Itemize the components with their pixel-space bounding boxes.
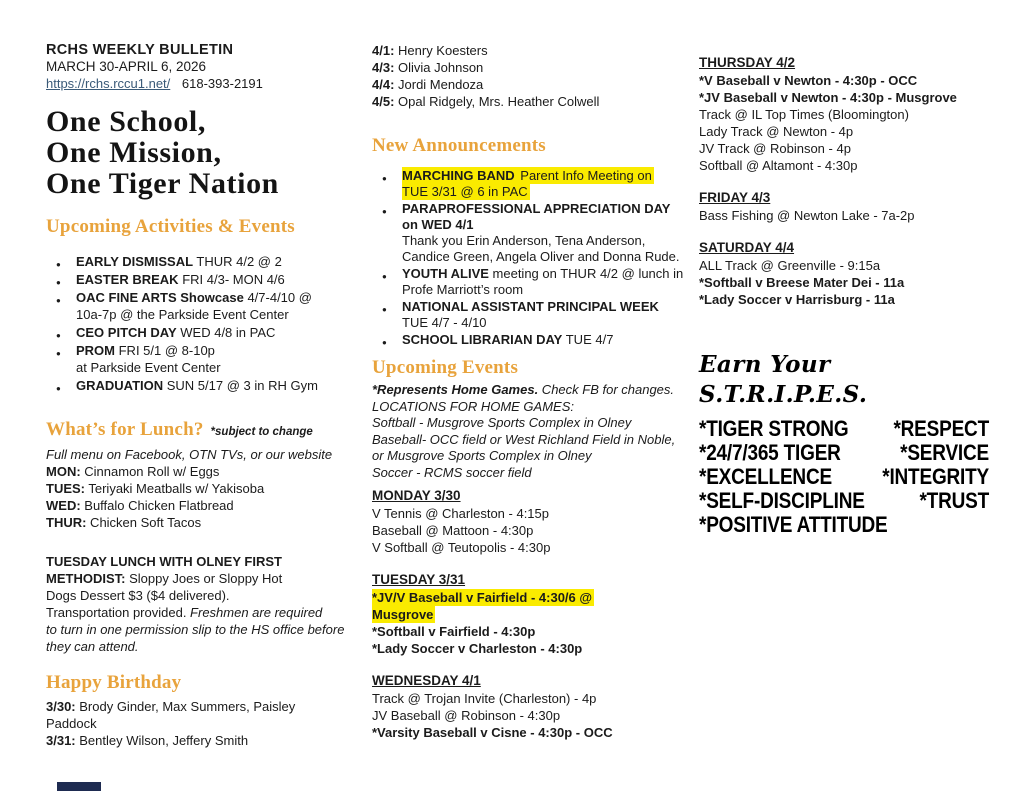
school-website-link[interactable]: https://rchs.rccu1.net/ [46, 76, 171, 91]
schedule-line: *V Baseball v Newton - 4:30p - OCC [699, 73, 918, 88]
schedule-line: *JV/V Baseball v Fairfield - 4:30/6 @ Musgrove [372, 590, 593, 622]
lunch-menu-line: Full menu on Facebook, OTN TVs, or our website [46, 447, 333, 462]
schedule-line: *Varsity Baseball v Cisne - 4:30p - OCC [372, 725, 613, 740]
birthday-line: 3/30: Brody Ginder, Max Summers, Paisley Paddock [46, 699, 296, 731]
home-game-notes [372, 382, 686, 481]
schedule-line: Baseball @ Mattoon - 4:30p [372, 523, 534, 538]
bulletin-title: RCHS WEEKLY BULLETIN [46, 42, 234, 58]
middle-column [372, 42, 686, 741]
stripes-value: *TIGER STRONG [699, 417, 849, 442]
schedule-thursday [699, 54, 999, 174]
schedule-wednesday [372, 672, 686, 741]
home-game-note-line: LOCATIONS FOR HOME GAMES: [372, 398, 575, 414]
schedule-tuesday-lines [372, 589, 686, 657]
schedule-line: *Softball v Fairfield - 4:30p [372, 624, 536, 639]
birthday-list-col1 [46, 698, 354, 749]
hero-motto [46, 106, 354, 199]
schedule-friday [699, 189, 999, 224]
home-game-note-line: Baseball- OCC field or West Richland Field in Noble, [372, 431, 676, 447]
schedule-day-heading: MONDAY 3/30 [372, 488, 461, 503]
new-announcements-heading: New Announcements [372, 135, 546, 156]
home-game-note-line: or Musgrove Sports Complex in Olney [372, 448, 592, 463]
section-lunch [46, 418, 354, 531]
birthday-line: 3/31: Bentley Wilson, Jeffery Smith [46, 733, 249, 748]
tuesday-lunch-paragraph: TUESDAY LUNCH WITH OLNEY FIRST METHODIST: Sloppy Joes or Sloppy Hot Dogs Dessert $3 ($4 delivered). Transportation provided. Freshmen are required to turn in one permission slip to the HS office before they can attend. [46, 554, 345, 654]
activity-item: ● EARLY DISMISSAL THUR 4/2 @ 2 [46, 253, 354, 270]
activities-list [46, 253, 354, 394]
activity-item: ● PROM FRI 5/1 @ 8-10p at Parkside Event Center [46, 342, 354, 376]
schedule-day-heading: FRIDAY 4/3 [699, 190, 771, 205]
section-happy-birthday [46, 671, 354, 749]
schedule-line: V Tennis @ Charleston - 4:15p [372, 506, 549, 521]
home-game-note-line: Softball - Musgrove Sports Complex in Olney [372, 415, 632, 430]
schedule-saturday-lines [699, 257, 999, 308]
birthday-line: 4/4: Jordi Mendoza [372, 77, 484, 92]
stripes-heading: Earn Your S.T.R.I.P.E.S. [699, 351, 868, 408]
hero-line-1: One School, [46, 105, 206, 138]
stripes-values [699, 418, 989, 538]
stripes-value: *EXCELLENCE [699, 465, 832, 490]
announcement-item: ● MARCHING BAND Parent Info Meeting on TUE 3/31 @ 6 in PAC [372, 168, 686, 200]
page-corner-bar [57, 782, 101, 791]
activity-item: ● CEO PITCH DAY WED 4/8 in PAC [46, 324, 354, 341]
phone-number: 618-393-2191 [181, 76, 263, 91]
announcement-item: ● NATIONAL ASSISTANT PRINCIPAL WEEK TUE 4/7 - 4/10 [372, 299, 686, 331]
schedule-line: Track @ IL Top Times (Bloomington) [699, 107, 909, 122]
schedule-day-heading: WEDNESDAY 4/1 [372, 673, 481, 688]
schedule-line: Track @ Trojan Invite (Charleston) - 4p [372, 691, 597, 706]
announcement-item: ● YOUTH ALIVE meeting on THUR 4/2 @ lunch in Profe Marriott’s room [372, 266, 686, 298]
bulletin-contact [46, 76, 354, 92]
section-tuesday-lunch [46, 553, 354, 655]
section-upcoming-activities [46, 215, 354, 394]
schedule-day-heading: SATURDAY 4/4 [699, 240, 795, 255]
schedule-monday [372, 487, 686, 556]
schedule-line: ALL Track @ Greenville - 9:15a [699, 258, 881, 273]
bulletin-date-range: MARCH 30-APRIL 6, 2026 [46, 59, 207, 74]
schedule-line: *JV Baseball v Newton - 4:30p - Musgrove [699, 90, 957, 105]
lunch-menu-line: WED: Buffalo Chicken Flatbread [46, 498, 234, 513]
stripes-value: *24/7/365 TIGER [699, 441, 841, 466]
schedule-line: Softball @ Altamont - 4:30p [699, 158, 858, 173]
schedule-monday-lines [372, 505, 686, 556]
home-game-note-line: Soccer - RCMS soccer field [372, 464, 532, 480]
stripes-value: *RESPECT [893, 417, 989, 442]
hero-line-3: One Tiger Nation [46, 167, 279, 200]
section-stripes [699, 350, 999, 538]
schedule-line: *Softball v Breese Mater Dei - 11a [699, 275, 905, 290]
hero-line-2: One Mission, [46, 136, 222, 169]
lunch-subject-to-change-note: *subject to change [210, 426, 313, 438]
schedule-tuesday [372, 571, 686, 657]
schedule-saturday [699, 239, 999, 308]
stripes-value: *SELF-DISCIPLINE [699, 489, 865, 514]
schedule-line: Bass Fishing @ Newton Lake - 7a-2p [699, 208, 915, 223]
birthday-line: 4/1: Henry Koesters [372, 43, 488, 58]
schedule-line: V Softball @ Teutopolis - 4:30p [372, 540, 551, 555]
activity-item: ● EASTER BREAK FRI 4/3- MON 4/6 [46, 271, 354, 288]
stripes-row [699, 512, 989, 540]
birthday-line: 4/5: Opal Ridgely, Mrs. Heather Colwell [372, 94, 600, 109]
activity-item: ● GRADUATION SUN 5/17 @ 3 in RH Gym [46, 377, 354, 394]
stripes-value: *TRUST [919, 489, 989, 514]
schedule-day-heading: TUESDAY 3/31 [372, 572, 466, 587]
masthead [46, 42, 354, 92]
happy-birthday-heading: Happy Birthday [46, 672, 182, 693]
lunch-heading: What’s for Lunch? [46, 419, 204, 440]
schedule-line: *Lady Soccer v Charleston - 4:30p [372, 641, 583, 656]
schedule-friday-lines [699, 207, 999, 224]
lunch-menu-line: MON: Cinnamon Roll w/ Eggs [46, 464, 220, 479]
left-column [46, 42, 354, 749]
lunch-menu-line: THUR: Chicken Soft Tacos [46, 515, 202, 530]
announcements-list [372, 168, 686, 348]
announcement-item: ● SCHOOL LIBRARIAN DAY TUE 4/7 [372, 332, 686, 348]
section-new-announcements [372, 134, 686, 348]
announcement-item: ● PARAPROFESSIONAL APPRECIATION DAY on WED 4/1 Thank you Erin Anderson, Tena Anderson, Candice Green, Angela Oliver and Donna Rude. [372, 201, 686, 265]
schedule-days-mon-wed [372, 487, 686, 741]
lunch-menu-line: TUES: Teriyaki Meatballs w/ Yakisoba [46, 481, 265, 496]
upcoming-events-heading: Upcoming Events [372, 357, 519, 378]
birthday-list-col2 [372, 42, 686, 110]
activity-item: ● OAC FINE ARTS Showcase 4/7-4/10 @ 10a-7p @ the Parkside Event Center [46, 289, 354, 323]
home-game-note-line: *Represents Home Games. Check FB for changes. [372, 382, 675, 397]
schedule-days-thu-sat [699, 54, 999, 308]
upcoming-activities-heading: Upcoming Activities & Events [46, 216, 295, 237]
schedule-line: *Lady Soccer v Harrisburg - 11a [699, 292, 895, 307]
schedule-wednesday-lines [372, 690, 686, 741]
stripes-value: *SERVICE [900, 441, 989, 466]
section-upcoming-events [372, 356, 686, 481]
lunch-heading-row [46, 418, 354, 442]
schedule-day-heading: THURSDAY 4/2 [699, 55, 796, 70]
right-column [699, 54, 999, 538]
schedule-line: JV Baseball @ Robinson - 4:30p [372, 708, 561, 723]
stripes-value: *POSITIVE ATTITUDE [699, 513, 888, 538]
stripes-value: *INTEGRITY [882, 465, 989, 490]
birthday-line: 4/3: Olivia Johnson [372, 60, 484, 75]
schedule-line: Lady Track @ Newton - 4p [699, 124, 854, 139]
schedule-line: JV Track @ Robinson - 4p [699, 141, 851, 156]
lunch-menu-list [46, 446, 354, 531]
schedule-thursday-lines [699, 72, 999, 174]
